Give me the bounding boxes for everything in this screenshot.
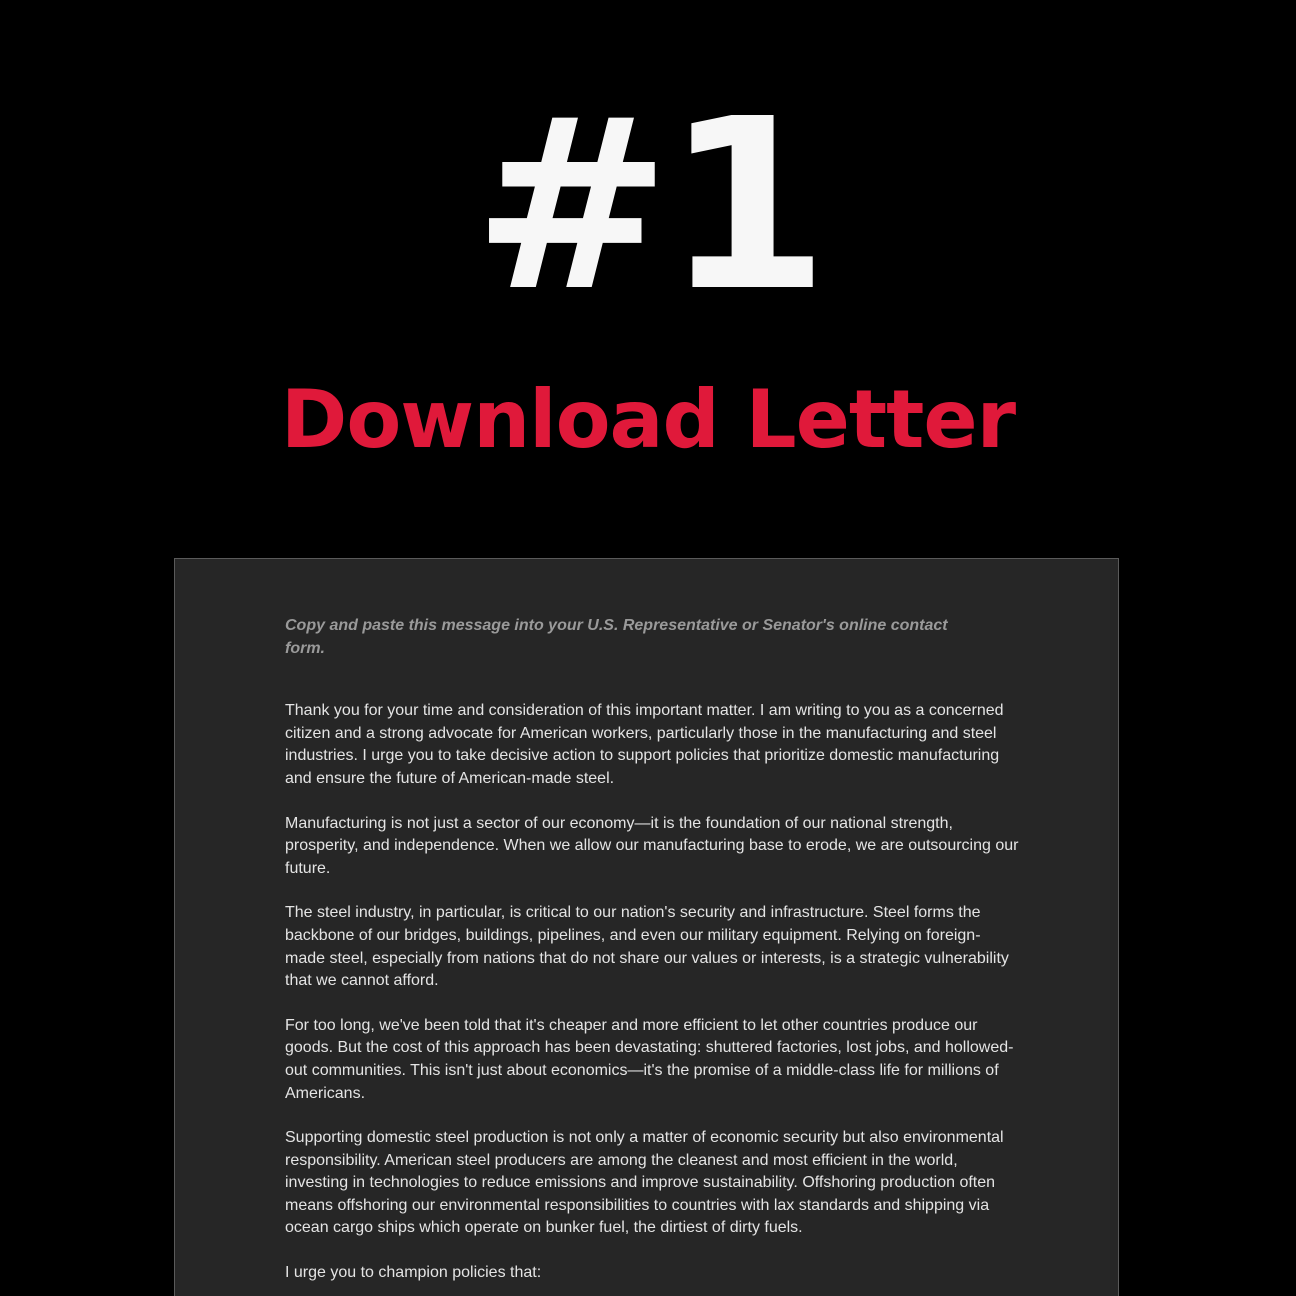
- letter-paragraph-1: Thank you for your time and consideration of this important matter. I am writing to you as a concerned citizen and a strong advocate for American workers, particularly those in the manufacturing and steel industries. I urge you to take decisive action to support policies that prioritize domestic manufacturing and ensure the future of American-made steel.: [285, 702, 1004, 787]
- letter-content: [285, 615, 1020, 1296]
- letter-paragraph-2: Manufacturing is not just a sector of our economy—it is the foundation of our national strength, prosperity, and independence. When we allow our manufacturing base to erode, we are outsourcing our future.: [285, 814, 1019, 877]
- letter-paragraph-3: The steel industry, in particular, is critical to our nation's security and infrastructure. Steel forms the backbone of our bridges, buildings, pipelines, and even our military equipment. Relying on foreign-made steel, especially from nations that do not share our values or interests, is a strategic vulnerability that we cannot afford.: [285, 904, 1009, 990]
- download-letter-link[interactable]: Download Letter: [280, 373, 1016, 466]
- letter-panel: [174, 558, 1119, 1296]
- letter-paragraph-6: I urge you to champion policies that:: [285, 1264, 542, 1282]
- letter-paragraph-5: Supporting domestic steel production is not only a matter of economic security but also environmental responsibility. American steel producers are among the cleanest and most efficient in the world, investing in technologies to reduce emissions and improve sustainability. Offshoring production often means offshoring our environmental responsibilities to countries with lax standards and shipping via ocean cargo ships which operate on bunker fuel, the dirtiest of dirty fuels.: [285, 1129, 1004, 1237]
- letter-instruction: Copy and paste this message into your U.S. Representative or Senator's online contact form.: [285, 617, 948, 657]
- step-number-heading: #1: [473, 68, 823, 343]
- letter-paragraph-4: For too long, we've been told that it's cheaper and more efficient to let other countries produce our goods. But the cost of this approach has been devastating: shuttered factories, lost jobs, and hollowed-out communities. This isn't just about economics—it's the promise of a middle-class life for millions of Americans.: [285, 1016, 1014, 1102]
